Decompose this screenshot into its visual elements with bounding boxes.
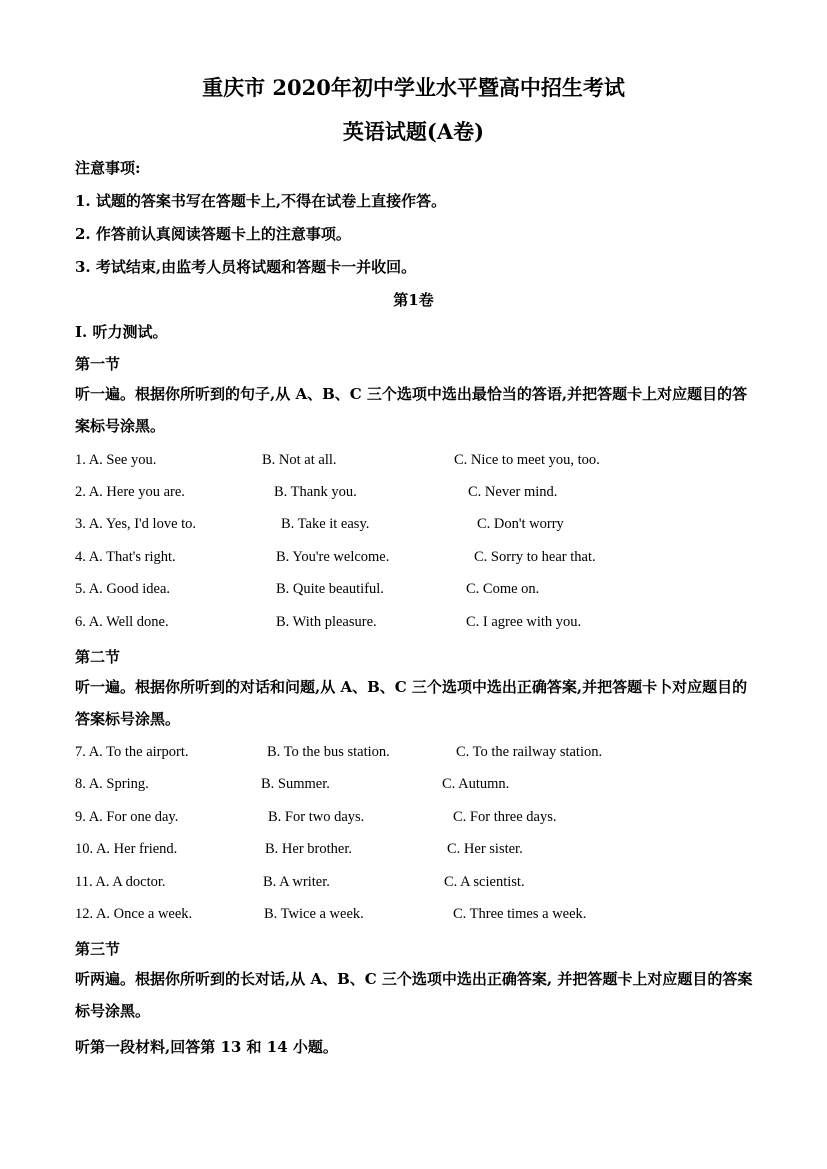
- option-c: C. Three times a week.: [453, 906, 587, 922]
- option-a: 3. A. Yes, I'd love to.: [75, 516, 197, 532]
- exam-subtitle: 英语试题(A卷): [342, 119, 485, 144]
- option-a: 4. A. That's right.: [75, 549, 176, 565]
- option-a: 7. A. To the airport.: [75, 744, 189, 760]
- option-a: 6. A. Well done.: [75, 614, 169, 630]
- question-row: [75, 776, 755, 798]
- option-b: B. For two days.: [268, 809, 365, 825]
- notice-item: 3. 考试结束,由监考人员将试题和答题卡一并收回。: [75, 258, 417, 276]
- option-a: 1. A. See you.: [75, 452, 157, 468]
- question-row: [75, 516, 755, 538]
- option-b: B. Twice a week.: [264, 906, 364, 922]
- notice-item: 1. 试题的答案书写在答题卡上,不得在试卷上直接作答。: [75, 192, 447, 210]
- question-row: [75, 614, 755, 636]
- section-heading: 第一节: [75, 355, 121, 373]
- section-heading: 第三节: [75, 940, 121, 958]
- section-instruction: 听两遍。根据你所听到的长对话,从 A、B、C 三个选项中选出正确答案, 并把答题卡上对应题目的答案标号涂黑。: [75, 970, 753, 1020]
- option-b: B. You're welcome.: [276, 549, 390, 565]
- option-a: 2. A. Here you are.: [75, 484, 185, 500]
- question-row: [75, 841, 755, 863]
- option-a: 12. A. Once a week.: [75, 906, 193, 922]
- option-b: B. Quite beautiful.: [276, 581, 384, 597]
- option-c: C. Her sister.: [447, 841, 523, 857]
- option-c: C. Come on.: [466, 581, 540, 597]
- option-a: 5. A. Good idea.: [75, 581, 171, 597]
- option-c: C. A scientist.: [444, 874, 525, 890]
- question-row: [75, 809, 755, 831]
- option-c: C. I agree with you.: [466, 614, 582, 630]
- option-b: B. Thank you.: [274, 484, 357, 500]
- question-row: [75, 906, 755, 928]
- option-c: C. Nice to meet you, too.: [454, 452, 600, 468]
- option-c: C. For three days.: [453, 809, 557, 825]
- option-c: C. Don't worry: [477, 516, 564, 532]
- question-row: [75, 484, 755, 506]
- question-row: [75, 744, 755, 766]
- option-a: 8. A. Spring.: [75, 776, 149, 792]
- volume-heading: 第1卷: [393, 291, 434, 309]
- option-b: B. With pleasure.: [276, 614, 377, 630]
- exam-title: 重庆市 2020年初中学业水平暨高中招生考试: [202, 75, 625, 100]
- section-note: 听第一段材料,回答第 13 和 14 小题。: [75, 1038, 338, 1056]
- option-b: B. Summer.: [261, 776, 330, 792]
- question-row: [75, 549, 755, 571]
- option-a: 9. A. For one day.: [75, 809, 179, 825]
- option-c: C. Never mind.: [468, 484, 558, 500]
- notice-item: 2. 作答前认真阅读答题卡上的注意事项。: [75, 225, 351, 243]
- section-instruction: 听一遍。根据你所听到的对话和问题,从 A、B、C 三个选项中选出正确答案,并把答题卡卜对应题目的答案标号涂黑。: [75, 678, 748, 728]
- question-row: [75, 581, 755, 603]
- notice-heading: 注意事项:: [75, 159, 141, 177]
- section-heading: 第二节: [75, 648, 121, 666]
- section-instruction: 听一遍。根据你所听到的句子,从 A、B、C 三个选项中选出最恰当的答语,并把答题卡上对应题目的答案标号涂黑。: [75, 385, 748, 435]
- part-heading: I. 听力测试。: [75, 323, 168, 341]
- option-a: 10. A. Her friend.: [75, 841, 178, 857]
- option-b: B. Take it easy.: [281, 516, 370, 532]
- option-c: C. To the railway station.: [456, 744, 603, 760]
- option-b: B. Not at all.: [262, 452, 337, 468]
- option-a: 11. A. A doctor.: [75, 874, 166, 890]
- option-c: C. Sorry to hear that.: [474, 549, 596, 565]
- question-row: [75, 452, 755, 474]
- question-row: [75, 874, 755, 896]
- option-b: B. To the bus station.: [267, 744, 390, 760]
- option-b: B. Her brother.: [265, 841, 352, 857]
- option-b: B. A writer.: [263, 874, 330, 890]
- option-c: C. Autumn.: [442, 776, 510, 792]
